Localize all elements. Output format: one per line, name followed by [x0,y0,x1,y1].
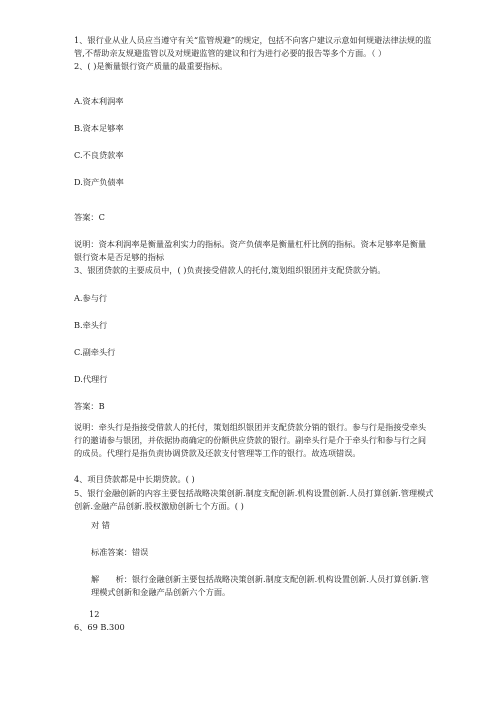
stray-number: 12 [89,609,100,619]
question-6-text: 6、69 B.300 [74,622,125,632]
question-2-option-d: D.资产负债率 [74,177,124,187]
question-1-text: 1、银行业从业人员应当遵守有关“监管规避”的规定，包括不向客户建议示意如何规避法律法规的监管,不帮助亲友规避监管以及对规避监管的建议和行为进行必要的报告等多个方面。（ ） [74,35,432,58]
question-3-answer: 答案：B [74,401,105,411]
question-5-choices: 对 错 [91,520,110,530]
question-2-option-c: C.不良贷款率 [74,150,124,160]
question-4-text: 4、项目贷款都是中长期贷款。( ) [74,474,195,484]
question-2-explanation: 说明：资本利润率是衡量盈利实力的指标。资产负债率是衡量杠杆比例的指标。资本足够率是衡量银行资本是否足够的指标 [74,239,427,262]
question-2-text: 2、( )是衡量银行资产质量的最重要指标。 [74,61,228,71]
question-2-option-b: B.资本足够率 [74,123,124,133]
question-2-option-a: A.资本利润率 [74,96,124,106]
question-2-answer: 答案：C [74,212,105,222]
question-3-text: 3、银团贷款的主要成员中，( )负责接受借款人的托付,策划组织银团并支配贷款分销。 [74,265,386,275]
question-3-explanation: 说明：牵头行是指接受借款人的托付，策划组织银团并支配贷款分销的银行。参与行是指接受牵头行的邀请参与银团，并依据协商确定的份额供应贷款的银行。副牵头行是介于牵头行和参与行之间的成员。代理行是指负责协调贷款及还款支付管理等工作的银行。故选项错误。 [74,422,427,458]
question-5-text: 5、银行金融创新的内容主要包括战略决策创新.制度支配创新.机构设置创新.人员打算创新.管理模式创新.金融产品创新.股权激励创新七个方面。( ) [74,488,434,511]
question-3-option-b: B.牵头行 [74,320,108,330]
question-3-option-a: A.参与行 [74,293,108,303]
question-5-answer: 标准答案：错误 [91,547,149,557]
question-5-explanation: 解 析：银行金融创新主要包括战略决策创新.制度支配创新.机构设置创新.人员打算创新.管理模式创新和金融产品创新六个方面。 [91,574,429,597]
question-3-option-c: C.副牵头行 [74,347,116,357]
question-3-option-d: D.代理行 [74,374,108,384]
